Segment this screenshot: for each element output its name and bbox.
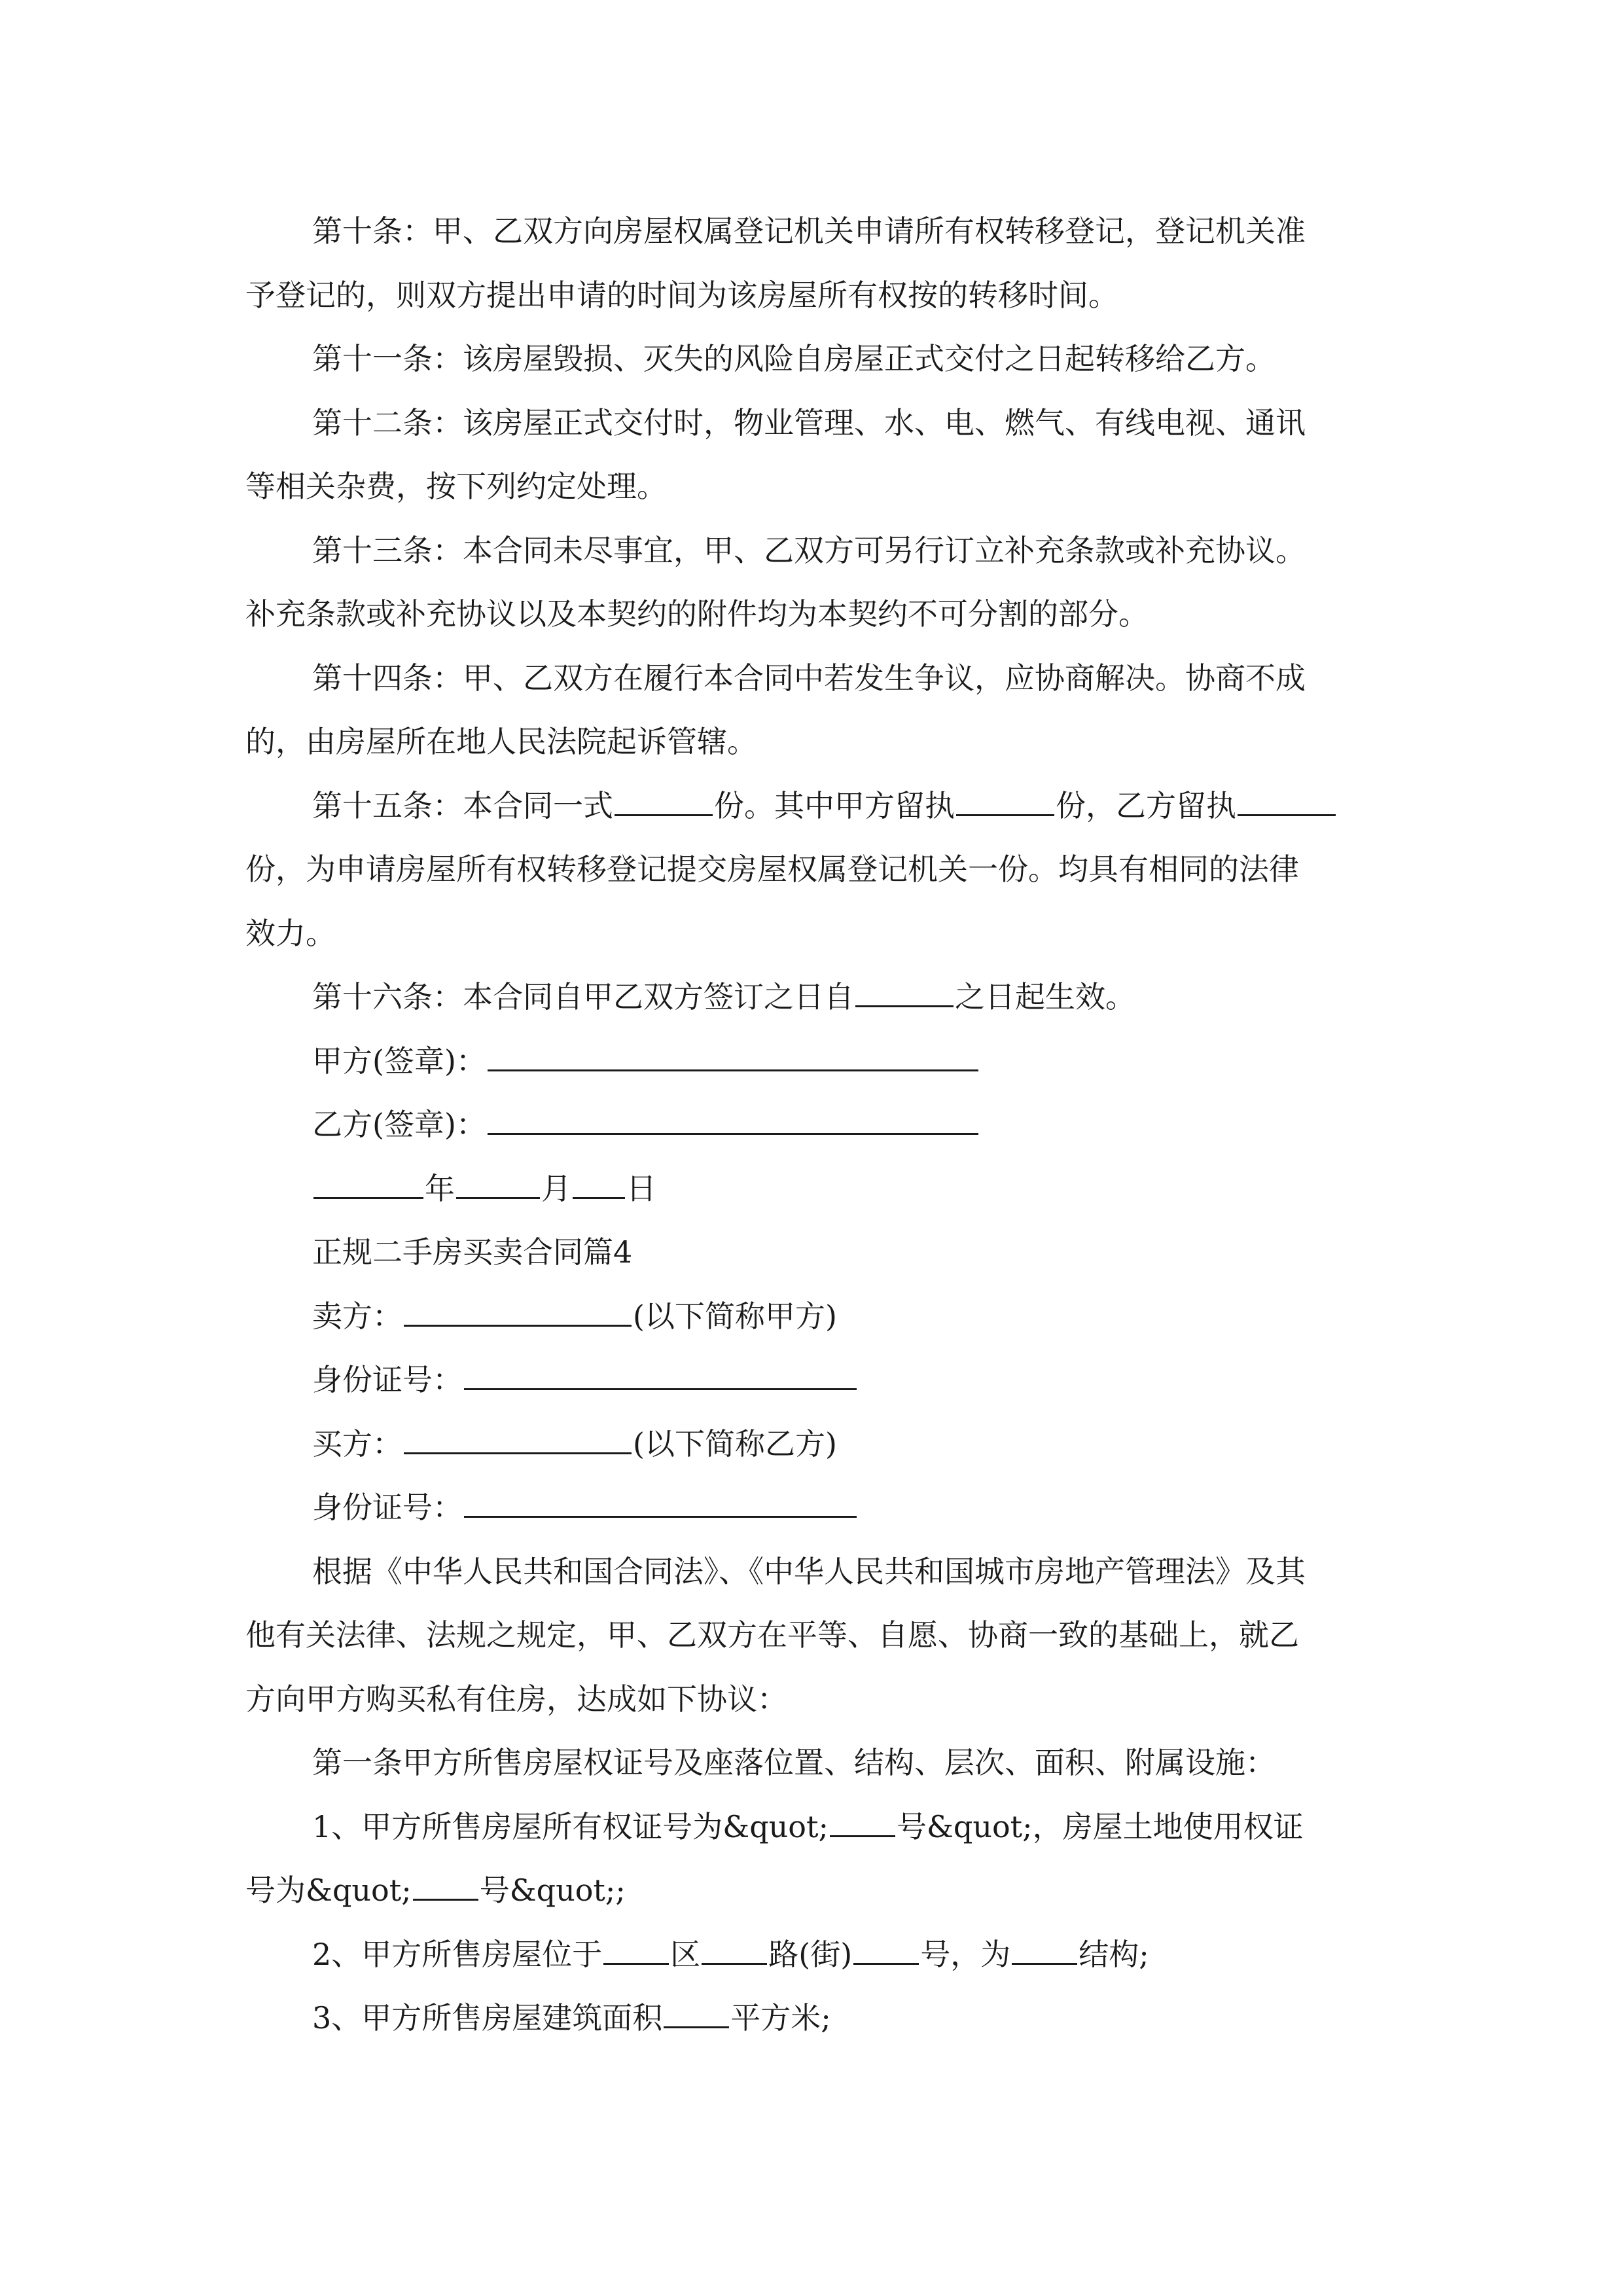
year-blank xyxy=(313,1166,423,1199)
seller-id-label: 身份证号： xyxy=(312,1362,463,1397)
intro-line-3: 方向甲方购买私有住房，达成如下协议： xyxy=(245,1681,787,1717)
party-b-signature-label: 乙方(签章)： xyxy=(312,1107,486,1142)
buyer-id-blank xyxy=(464,1484,857,1518)
copies-party-a-blank xyxy=(956,783,1054,816)
item-3-text-a: 3、甲方所售房屋建筑面积 xyxy=(312,2000,663,2036)
item-1-text-d: 号&quot;; xyxy=(479,1873,626,1908)
article-14-line-2: 的，由房屋所在地人民法院起诉管辖。 xyxy=(245,724,757,759)
item-2-text-e: 结构; xyxy=(1079,1936,1149,1972)
copies-party-b-blank xyxy=(1238,783,1336,816)
article-15-text-b: 份。其中甲方留执 xyxy=(714,787,955,823)
effective-date-blank xyxy=(855,974,954,1007)
seller-id-blank xyxy=(464,1357,857,1390)
seller-id-line xyxy=(245,1348,1384,1412)
copies-total-blank xyxy=(615,783,713,816)
contract-4-title: 正规二手房买卖合同篇4 xyxy=(312,1234,633,1270)
year-label: 年 xyxy=(425,1170,455,1206)
article-13-line-1: 第十三条：本合同未尽事宜，甲、乙双方可另行订立补充条款或补充协议。 xyxy=(312,532,1306,568)
party-a-signature-label: 甲方(签章)： xyxy=(312,1043,486,1079)
article-10-line-1: 第十条：甲、乙双方向房屋权属登记机关申请所有权转移登记，登记机关准 xyxy=(312,213,1306,249)
floor-area-blank xyxy=(664,1995,729,2028)
month-label: 月 xyxy=(541,1170,571,1206)
buyer-id-label: 身份证号： xyxy=(312,1490,463,1525)
signing-date-line xyxy=(245,1157,1384,1221)
item-3-text-b: 平方米; xyxy=(730,2000,831,2036)
road-blank xyxy=(702,1931,767,1965)
seller-blank xyxy=(404,1293,632,1327)
article-15-line-2: 份，为申请房屋所有权转移登记提交房屋权属登记机关一份。均具有相同的法律 xyxy=(245,852,1299,887)
item-1-text-c: 号为&quot; xyxy=(245,1873,412,1908)
article-15-line-3: 效力。 xyxy=(245,915,336,951)
article-15-text-c: 份，乙方留执 xyxy=(1056,787,1236,823)
item-2-text-b: 区 xyxy=(670,1936,701,1972)
contract-4-article-1: 第一条甲方所售房屋权证号及座落位置、结构、层次、面积、附属设施： xyxy=(312,1745,1275,1780)
seller-label: 卖方： xyxy=(312,1298,402,1334)
party-b-signature-blank xyxy=(488,1102,978,1135)
month-blank xyxy=(456,1166,540,1199)
party-a-signature-line xyxy=(245,1030,1384,1094)
buyer-line xyxy=(245,1412,1384,1477)
document-body xyxy=(245,200,1384,2051)
house-number-blank xyxy=(853,1931,919,1965)
district-blank xyxy=(603,1931,669,1965)
article-16-text-b: 之日起生效。 xyxy=(955,979,1135,1014)
structure-blank xyxy=(1012,1931,1077,1965)
item-1-text-a: 1、甲方所售房屋所有权证号为&quot; xyxy=(312,1808,829,1844)
article-10-line-2: 予登记的，则双方提出申请的时间为该房屋所有权按的转移时间。 xyxy=(245,277,1118,313)
article-16 xyxy=(245,965,1384,1030)
article-13-line-2: 补充条款或补充协议以及本契约的附件均为本契约不可分割的部分。 xyxy=(245,596,1149,632)
buyer-blank xyxy=(404,1421,632,1454)
land-certificate-no-blank xyxy=(413,1867,478,1901)
seller-note: (以下简称甲方) xyxy=(633,1298,837,1334)
article-15-text-a: 第十五条：本合同一式 xyxy=(312,787,613,823)
buyer-note: (以下简称乙方) xyxy=(633,1426,837,1462)
buyer-label: 买方： xyxy=(312,1426,402,1462)
item-2-text-a: 2、甲方所售房屋位于 xyxy=(312,1936,603,1972)
certificate-no-blank xyxy=(830,1804,895,1837)
article-16-text-a: 第十六条：本合同自甲乙双方签订之日自 xyxy=(312,979,854,1014)
article-15-line-1 xyxy=(245,774,1384,838)
article-14-line-1: 第十四条：甲、乙双方在履行本合同中若发生争议，应协商解决。协商不成 xyxy=(312,660,1306,696)
article-12-line-1: 第十二条：该房屋正式交付时，物业管理、水、电、燃气、有线电视、通讯 xyxy=(312,404,1306,440)
item-1-line-2 xyxy=(245,1859,1384,1923)
item-2-text-d: 号，为 xyxy=(920,1936,1011,1972)
intro-line-1: 根据《中华人民共和国合同法》、《中华人民共和国城市房地产管理法》及其 xyxy=(312,1553,1306,1589)
item-1-line-1 xyxy=(245,1795,1384,1859)
item-2 xyxy=(245,1923,1384,1987)
seller-line xyxy=(245,1285,1384,1349)
day-blank xyxy=(573,1166,625,1199)
party-b-signature-line xyxy=(245,1093,1384,1157)
article-11: 第十一条：该房屋毁损、灭失的风险自房屋正式交付之日起转移给乙方。 xyxy=(312,341,1275,376)
day-label: 日 xyxy=(626,1170,656,1206)
item-2-text-c: 路(街) xyxy=(768,1936,853,1972)
item-3 xyxy=(245,1986,1384,2051)
article-12-line-2: 等相关杂费，按下列约定处理。 xyxy=(245,469,667,504)
buyer-id-line xyxy=(245,1476,1384,1540)
item-1-text-b: 号&quot;，房屋土地使用权证 xyxy=(896,1808,1304,1844)
party-a-signature-blank xyxy=(488,1038,978,1071)
intro-line-2: 他有关法律、法规之规定，甲、乙双方在平等、自愿、协商一致的基础上，就乙 xyxy=(245,1617,1299,1653)
